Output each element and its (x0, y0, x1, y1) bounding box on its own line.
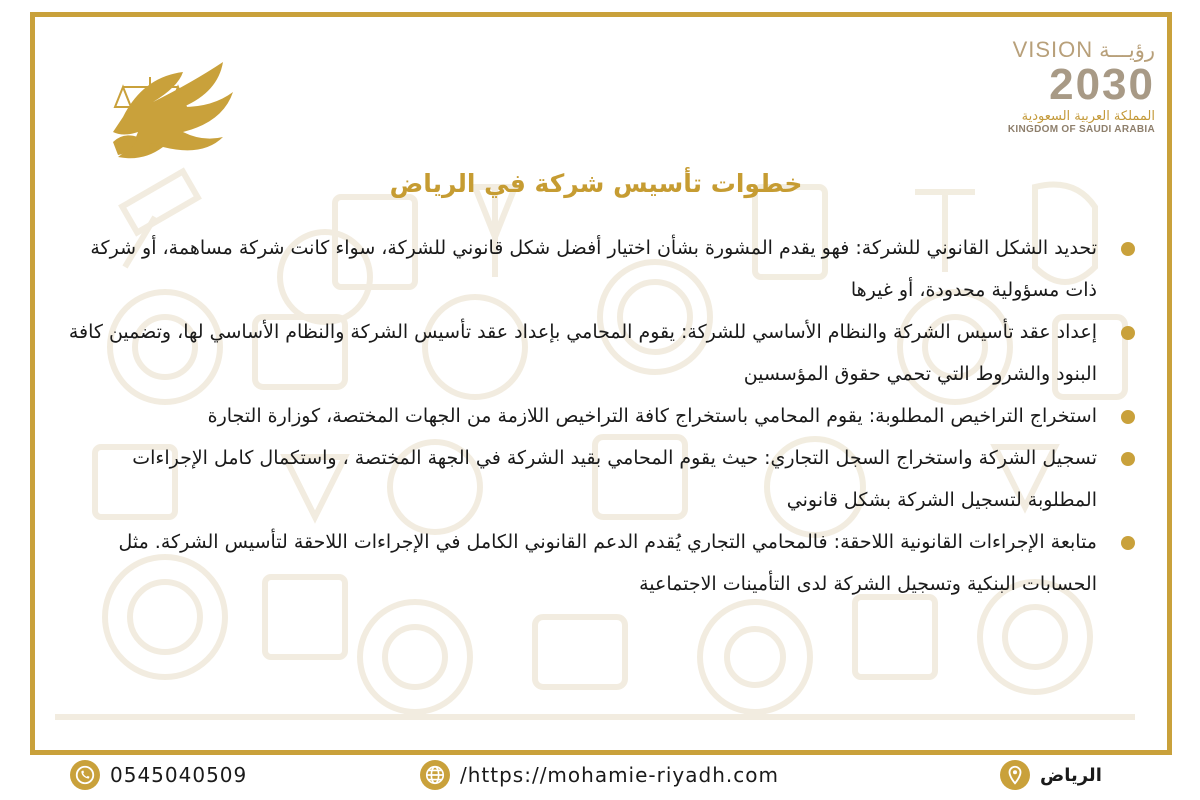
bullet-icon (1121, 326, 1135, 340)
step-text: إعداد عقد تأسيس الشركة والنظام الأساسي للشركة: يقوم المحامي بإعداد عقد تأسيس الشركة والنظام الأساسي لها، وتضمين كافة البنود والشروط التي تحمي حقوق المؤسسين (68, 321, 1097, 385)
vision-2030-logo (985, 37, 1155, 135)
step-item (67, 395, 1135, 437)
bullet-icon (1121, 410, 1135, 424)
step-item (67, 521, 1135, 605)
steps-list (67, 227, 1135, 605)
location-pin-icon (1000, 760, 1030, 790)
vision-country-ar: المملكة العربية السعودية (1021, 109, 1155, 124)
step-text: استخراج التراخيص المطلوبة: يقوم المحامي باستخراج كافة التراخيص اللازمة من الجهات المختصة، كوزارة التجارة (207, 405, 1097, 427)
content-frame (30, 12, 1172, 755)
phone-number: 0545040509 (110, 763, 248, 787)
step-text: تحديد الشكل القانوني للشركة: فهو يقدم المشورة بشأن اختيار أفضل شكل قانوني للشركة، سواء كانت شركة مساهمة، أو شركة ذات مسؤولية محدودة، أو غيرها (90, 237, 1097, 301)
vision-label-en: VISION (1012, 37, 1094, 62)
step-text: متابعة الإجراءات القانونية اللاحقة: فالمحامي التجاري يُقدم الدعم القانوني الكامل في الإجراءات اللاحقة لتأسيس الشركة. مثل الحسابات البنكية وتسجيل الشركة لدى التأمينات الاجتماعية (118, 531, 1097, 595)
footer-location (1000, 760, 1102, 790)
footer (0, 752, 1200, 800)
footer-website[interactable] (420, 760, 779, 790)
vision-label-ar: رؤيـــة (1099, 38, 1155, 62)
bullet-icon (1121, 242, 1135, 256)
mohamed-calligraphy-logo (93, 47, 253, 167)
step-item (67, 311, 1135, 395)
website-url: /https://mohamie-riyadh.com (460, 763, 779, 787)
footer-phone[interactable] (70, 760, 247, 790)
city-name: الرياض (1040, 764, 1102, 786)
whatsapp-icon (70, 760, 100, 790)
vision-country-en: KINGDOM OF SAUDI ARABIA (1007, 124, 1155, 135)
step-text: تسجيل الشركة واستخراج السجل التجاري: حيث يقوم المحامي بقيد الشركة في الجهة المختصة ، واستكمال كامل الإجراءات المطلوبة لتسجيل الشركة بشكل قانوني (132, 447, 1097, 511)
step-item (67, 437, 1135, 521)
bullet-icon (1121, 536, 1135, 550)
vision-year-text: 2030 (1049, 60, 1155, 109)
bullet-icon (1121, 452, 1135, 466)
page-title: خطوات تأسيس شركة في الرياض (389, 169, 803, 198)
globe-icon (420, 760, 450, 790)
step-item (67, 227, 1135, 311)
vision-year (985, 60, 1155, 109)
